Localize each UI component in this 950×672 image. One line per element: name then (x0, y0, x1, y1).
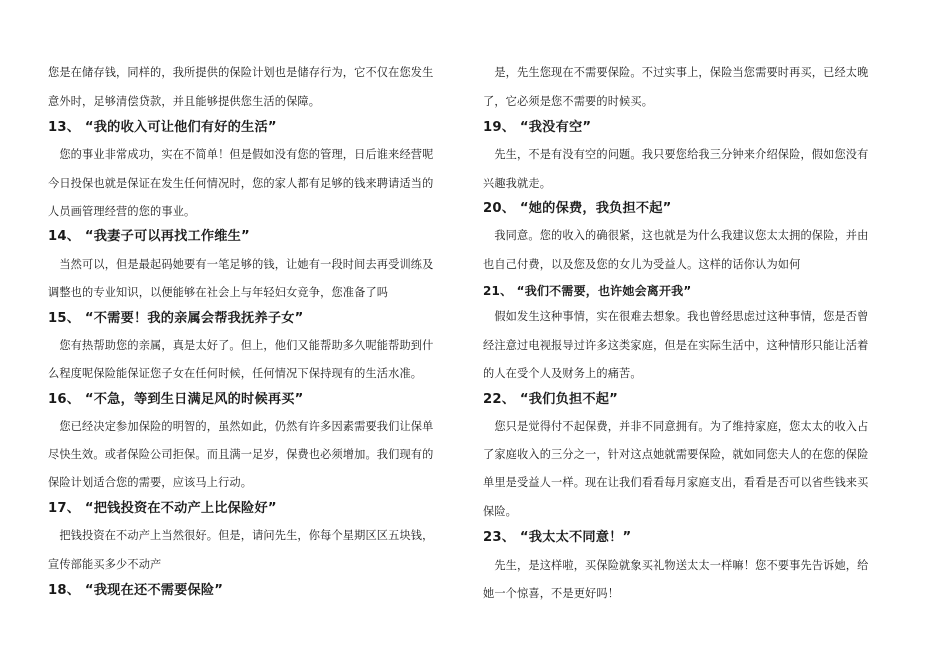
paragraph-line: 假如发生这种事情，实在很难去想象。我也曾经思虑过这种事情，您是否曾 (483, 310, 869, 323)
section-heading-13: 13、 “我的收入可让他们有好的生活” (48, 120, 277, 135)
paragraph-line: 您的事业非常成功，实在不简单！但是假如没有您的管理，日后谁来经营呢 (48, 148, 434, 161)
section-heading-15: 15、 “不需要！我的亲属会帮我抚养子女” (48, 311, 304, 326)
paragraph-line: 把钱投资在不动产上当然很好。但是，请问先生，你每个星期区区五块钱， (48, 529, 434, 542)
section-heading-16: 16、 “不急，等到生日满足风的时候再买” (48, 392, 304, 407)
paragraph-line: 也自己付费，以及您及您的女儿为受益人。这样的话你认为如何 (483, 258, 801, 271)
section-heading-23: 23、 “我太太不同意！” (483, 530, 632, 545)
paragraph-line: 了家庭收入的三分之一，针对这点她就需要保险，就如同您夫人的在您的保险 (483, 448, 869, 461)
section-heading-22: 22、 “我们负担不起” (483, 392, 618, 407)
paragraph-line: 么程度呢保险能保证您子女在任何时候，任何情况下保持现有的生活水准。 (48, 367, 423, 380)
paragraph-line: 是，先生您现在不需要保险。不过实事上，保险当您需要时再买，已经太晚 (483, 66, 869, 79)
paragraph-line: 今日投保也就是保证在发生任何情况时，您的家人都有足够的钱来聘请适当的 (48, 177, 434, 190)
paragraph-line: 单里是受益人一样。现在让我们看看每月家庭支出，看看是否可以省些钱来买 (483, 476, 869, 489)
paragraph-line: 保险。 (483, 505, 518, 518)
paragraph-line: 您只是觉得付不起保费，并非不同意拥有。为了维持家庭，您太太的收入占 (483, 420, 869, 433)
section-heading-21: 21、 “我们不需要，也许她会离开我” (483, 284, 692, 298)
section-heading-17: 17、 “把钱投资在不动产上比保险好” (48, 501, 277, 516)
paragraph-line: 经注意过电视报导过许多这类家庭，但是在实际生活中，这种情形只能让活着 (483, 339, 869, 352)
paragraph-line: 了，它必须是您不需要的时候买。 (483, 95, 654, 108)
section-heading-19: 19、 “我没有空” (483, 120, 592, 135)
paragraph-line: 您有热帮助您的亲属，真是太好了。但上，他们又能帮助多久呢能帮助到什 (48, 339, 434, 352)
paragraph-line: 的人在受个人及财务上的痛苦。 (483, 367, 642, 380)
paragraph-line: 兴趣我就走。 (483, 177, 552, 190)
paragraph-line: 尽快生效。或者保险公司拒保。而且满一足岁，保费也必须增加。我们现有的 (48, 448, 434, 461)
paragraph-line: 先生，是这样啦，买保险就象买礼物送太太一样嘛！您不要事先告诉她，给 (483, 559, 869, 572)
section-heading-20: 20、 “她的保费，我负担不起” (483, 201, 672, 216)
paragraph-line: 意外时，足够清偿贷款，并且能够提供您生活的保障。 (48, 95, 321, 108)
paragraph-line: 宣传部能买多少不动产 (48, 558, 162, 571)
paragraph-line: 保险计划适合您的需要，应该马上行动。 (48, 476, 253, 489)
paragraph-line: 当然可以，但是最起码她要有一笔足够的钱，让她有一段时间去再受训练及 (48, 258, 434, 271)
paragraph-line: 人员画管理经营的您的事业。 (48, 205, 196, 218)
section-heading-18: 18、 “我现在还不需要保险” (48, 583, 224, 598)
paragraph-line: 她一个惊喜，不是更好吗！ (483, 587, 620, 600)
section-heading-14: 14、 “我妻子可以再找工作维生” (48, 229, 250, 244)
paragraph-line: 您是在储存钱，同样的，我所提供的保险计划也是储存行为，它不仅在您发生 (48, 66, 434, 79)
paragraph-line: 调整也的专业知识，以便能够在社会上与年轻妇女竞争，您准备了吗 (48, 286, 389, 299)
paragraph-line: 您已经决定参加保险的明智的，虽然如此，仍然有许多因素需要我们让保单 (48, 420, 434, 433)
paragraph-line: 先生，不是有没有空的问题。我只要您给我三分钟来介绍保险，假如您没有 (483, 148, 869, 161)
paragraph-line: 我同意。您的收入的确很紧，这也就是为什么我建议您太太拥的保险，并由 (483, 229, 869, 242)
